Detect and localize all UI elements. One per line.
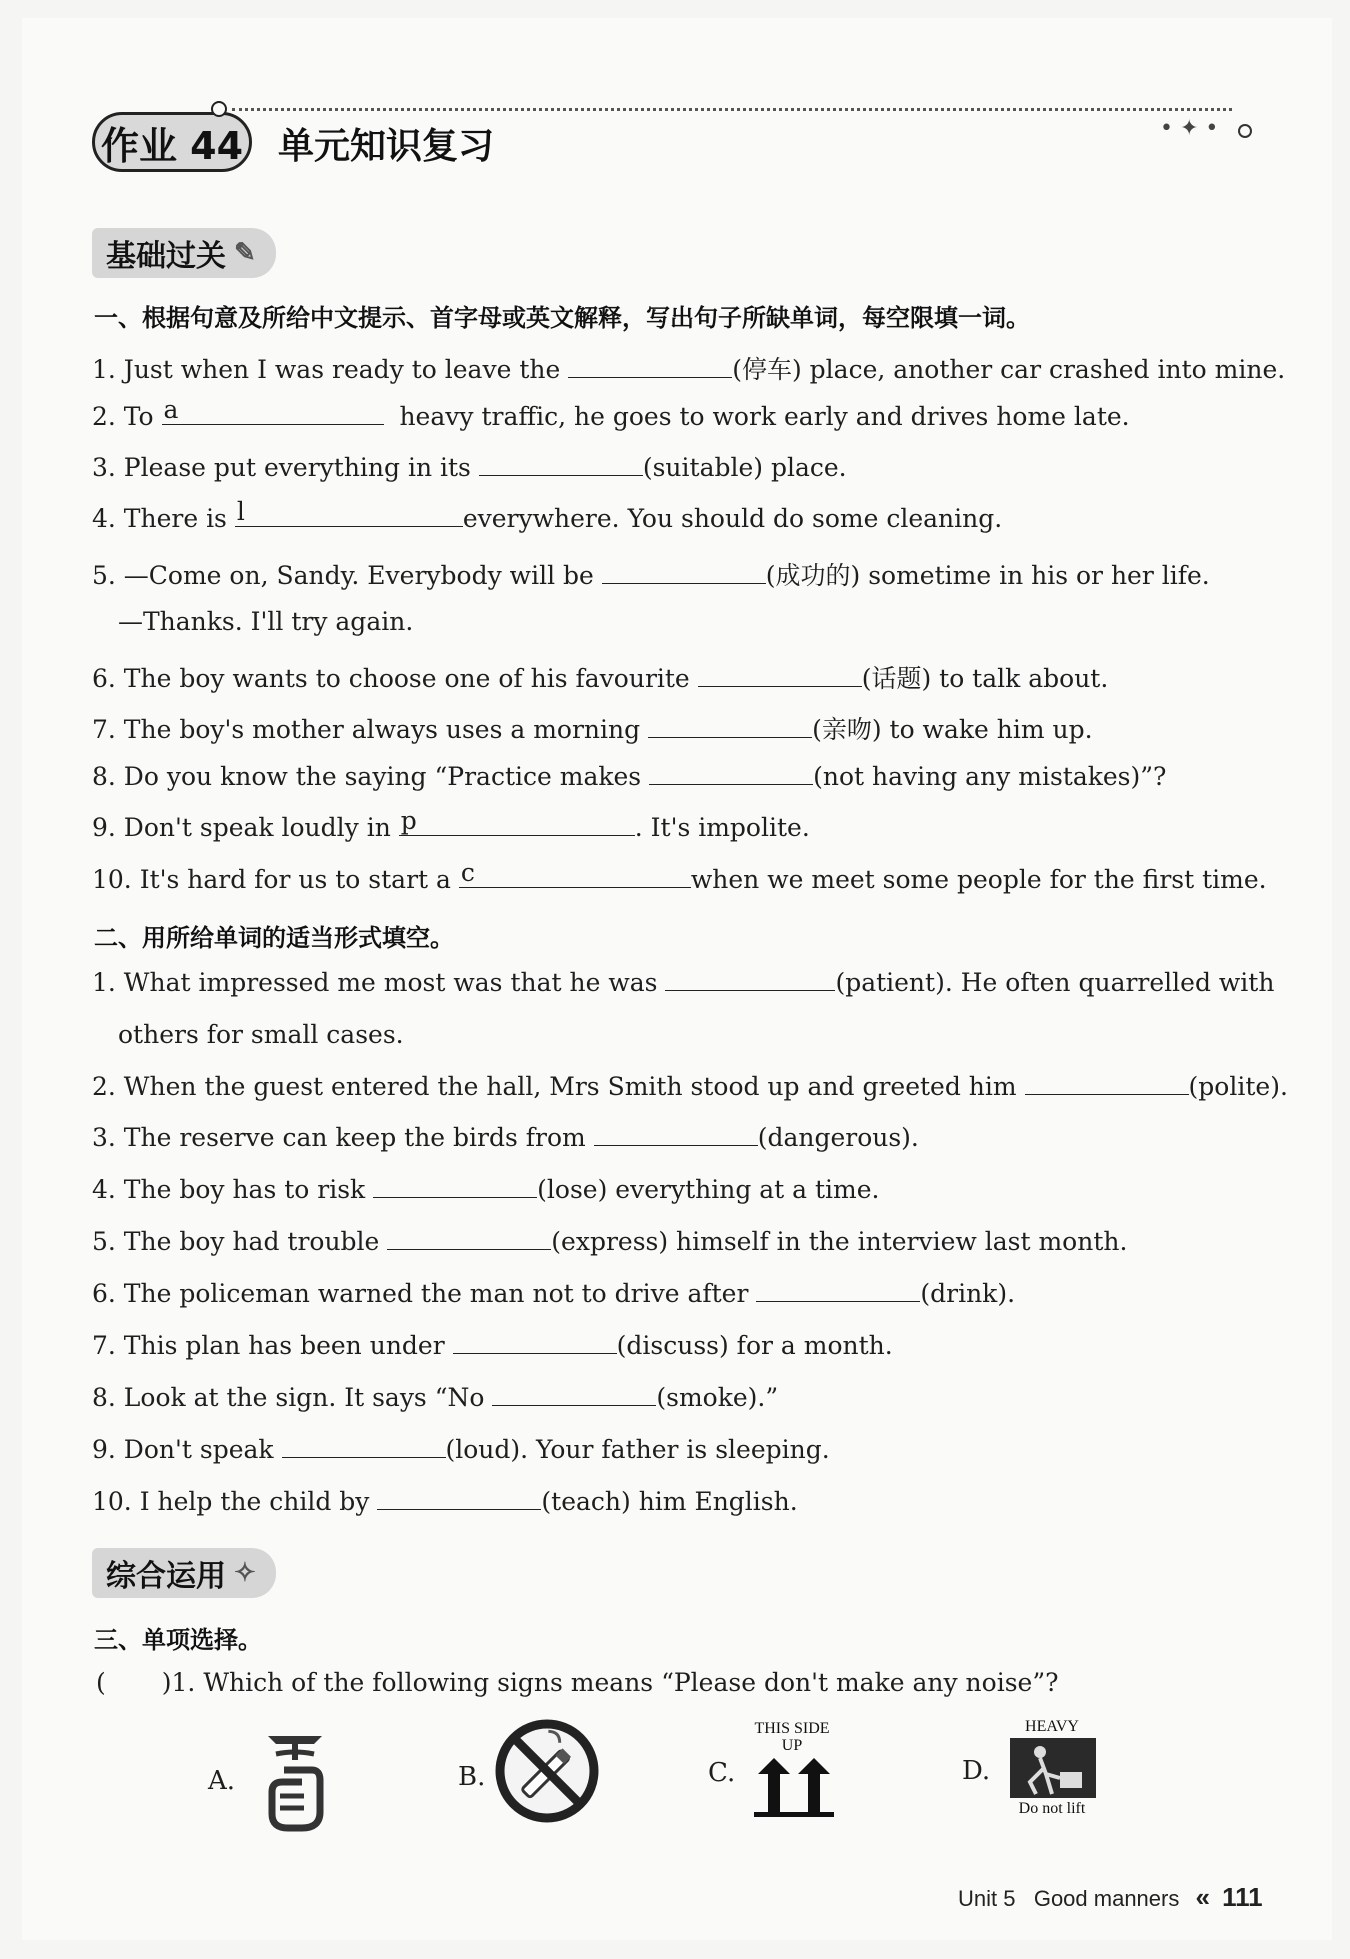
answer-blank[interactable] bbox=[492, 1404, 656, 1406]
answer-blank[interactable] bbox=[594, 1144, 758, 1146]
page-title: 单元知识复习 bbox=[278, 126, 495, 167]
option-a-label[interactable]: A. bbox=[208, 1766, 236, 1796]
this-side-up-icon[interactable] bbox=[752, 1754, 836, 1818]
part1-item-5: 5. —Come on, Sandy. Everybody will be (成功的) sometime in his or her life. bbox=[92, 561, 1210, 590]
badge-knob-icon bbox=[211, 101, 227, 117]
part1-item-4: 4. There is l everywhere. You should do some cleaning. bbox=[92, 497, 1003, 533]
option-c-label[interactable]: C. bbox=[708, 1758, 736, 1788]
part2-item-1-cont: others for small cases. bbox=[118, 1020, 404, 1049]
answer-blank[interactable]: c bbox=[459, 886, 691, 888]
part2-item-3: 3. The reserve can keep the birds from (dangerous). bbox=[92, 1123, 919, 1152]
footer-unit-title: Good manners bbox=[1033, 1886, 1180, 1911]
part1-item-1: 1. Just when I was ready to leave the (停车) place, another car crashed into mine. bbox=[92, 355, 1286, 384]
part3-heading: 三、单项选择。 bbox=[94, 1626, 262, 1654]
part2-item-1: 1. What impressed me most was that he was (patient). He often quarrelled with bbox=[92, 968, 1275, 997]
part1-item-6: 6. The boy wants to choose one of his favourite (话题) to talk about. bbox=[92, 664, 1109, 693]
answer-blank[interactable] bbox=[649, 783, 813, 785]
part1-item-8: 8. Do you know the saying “Practice makes (not having any mistakes)”? bbox=[92, 762, 1167, 791]
page-footer bbox=[958, 1882, 1263, 1913]
pencil-icon: ✎ bbox=[234, 238, 256, 268]
homework-badge bbox=[92, 112, 252, 172]
part1-item-3: 3. Please put everything in its (suitable) place. bbox=[92, 453, 847, 482]
answer-blank[interactable] bbox=[756, 1300, 920, 1302]
answer-blank[interactable] bbox=[377, 1508, 541, 1510]
answer-blank[interactable] bbox=[665, 989, 835, 991]
answer-blank[interactable] bbox=[479, 474, 643, 476]
answer-blank[interactable] bbox=[648, 736, 812, 738]
part1-item-7: 7. The boy's mother always uses a morning (亲吻) to wake him up. bbox=[92, 715, 1093, 744]
answer-blank[interactable] bbox=[568, 376, 732, 378]
chevron-left-icon: « bbox=[1195, 1882, 1210, 1912]
answer-blank[interactable] bbox=[373, 1196, 537, 1198]
part2-item-2: 2. When the guest entered the hall, Mrs Smith stood up and greeted him (polite). bbox=[92, 1072, 1288, 1101]
sparkle-icon: • ✦ • bbox=[1160, 116, 1218, 141]
answer-blank[interactable]: l bbox=[235, 525, 463, 527]
part1-item-10: 10. It's hard for us to start a c when we meet some people for the first time. bbox=[92, 858, 1267, 894]
footer-unit: Unit 5 bbox=[958, 1886, 1016, 1911]
part2-item-5: 5. The boy had trouble (express) himself in the interview last month. bbox=[92, 1227, 1128, 1256]
part2-heading: 二、用所给单词的适当形式填空。 bbox=[94, 924, 454, 952]
part1-item-2: 2. To a heavy traffic, he goes to work early and drives home late. bbox=[92, 395, 1130, 431]
answer-blank[interactable] bbox=[698, 685, 862, 687]
part1-item-5-cont: —Thanks. I'll try again. bbox=[118, 607, 414, 636]
do-not-lift-caption: Do not lift bbox=[1018, 1800, 1086, 1817]
part2-item-9: 9. Don't speak (loud). Your father is sleeping. bbox=[92, 1435, 830, 1464]
this-side-caption: THIS SIDE bbox=[754, 1720, 830, 1737]
part2-item-4: 4. The boy has to risk (lose) everything at a time. bbox=[92, 1175, 880, 1204]
up-caption: UP bbox=[781, 1737, 803, 1754]
homework-number: 作业 44 bbox=[100, 123, 244, 168]
part2-item-7: 7. This plan has been under (discuss) for a month. bbox=[92, 1331, 893, 1360]
answer-blank[interactable] bbox=[453, 1352, 617, 1354]
part1-heading: 一、根据句意及所给中文提示、首字母或英文解释，写出句子所缺单词，每空限填一词。 bbox=[94, 304, 1030, 332]
answer-blank[interactable] bbox=[387, 1248, 551, 1250]
hand-wash-icon[interactable] bbox=[262, 1730, 328, 1832]
page-number: 111 bbox=[1222, 1882, 1263, 1912]
answer-blank[interactable] bbox=[1025, 1093, 1189, 1095]
part1-item-9: 9. Don't speak loudly in p . It's impolite. bbox=[92, 806, 810, 842]
answer-blank[interactable]: a bbox=[162, 423, 384, 425]
answer-blank[interactable]: p bbox=[399, 834, 635, 836]
heavy-lift-icon[interactable] bbox=[1010, 1738, 1096, 1798]
answer-blank[interactable] bbox=[602, 582, 766, 584]
sparkle-decoration-icon: ✧ bbox=[234, 1558, 256, 1588]
section-banner-integrated bbox=[92, 1548, 276, 1598]
answer-bracket[interactable]: ( bbox=[96, 1668, 106, 1697]
part2-item-10: 10. I help the child by (teach) him English. bbox=[92, 1487, 798, 1516]
no-smoking-icon[interactable] bbox=[494, 1718, 600, 1824]
part2-item-8: 8. Look at the sign. It says “No (smoke).” bbox=[92, 1383, 779, 1412]
section-label-basic: 基础过关 bbox=[106, 239, 226, 274]
section-label-integrated: 综合运用 bbox=[106, 1559, 226, 1594]
part3-question-1: ( )1. Which of the following signs means “Please don't make any noise”? bbox=[96, 1668, 1059, 1697]
header-dotted-line bbox=[232, 108, 1232, 111]
part2-item-6: 6. The policeman warned the man not to drive after (drink). bbox=[92, 1279, 1016, 1308]
section-banner-basic bbox=[92, 228, 276, 278]
option-b-label[interactable]: B. bbox=[458, 1762, 486, 1792]
heavy-caption: HEAVY bbox=[1025, 1718, 1079, 1735]
answer-blank[interactable] bbox=[282, 1456, 446, 1458]
option-d-label[interactable]: D. bbox=[962, 1756, 991, 1786]
